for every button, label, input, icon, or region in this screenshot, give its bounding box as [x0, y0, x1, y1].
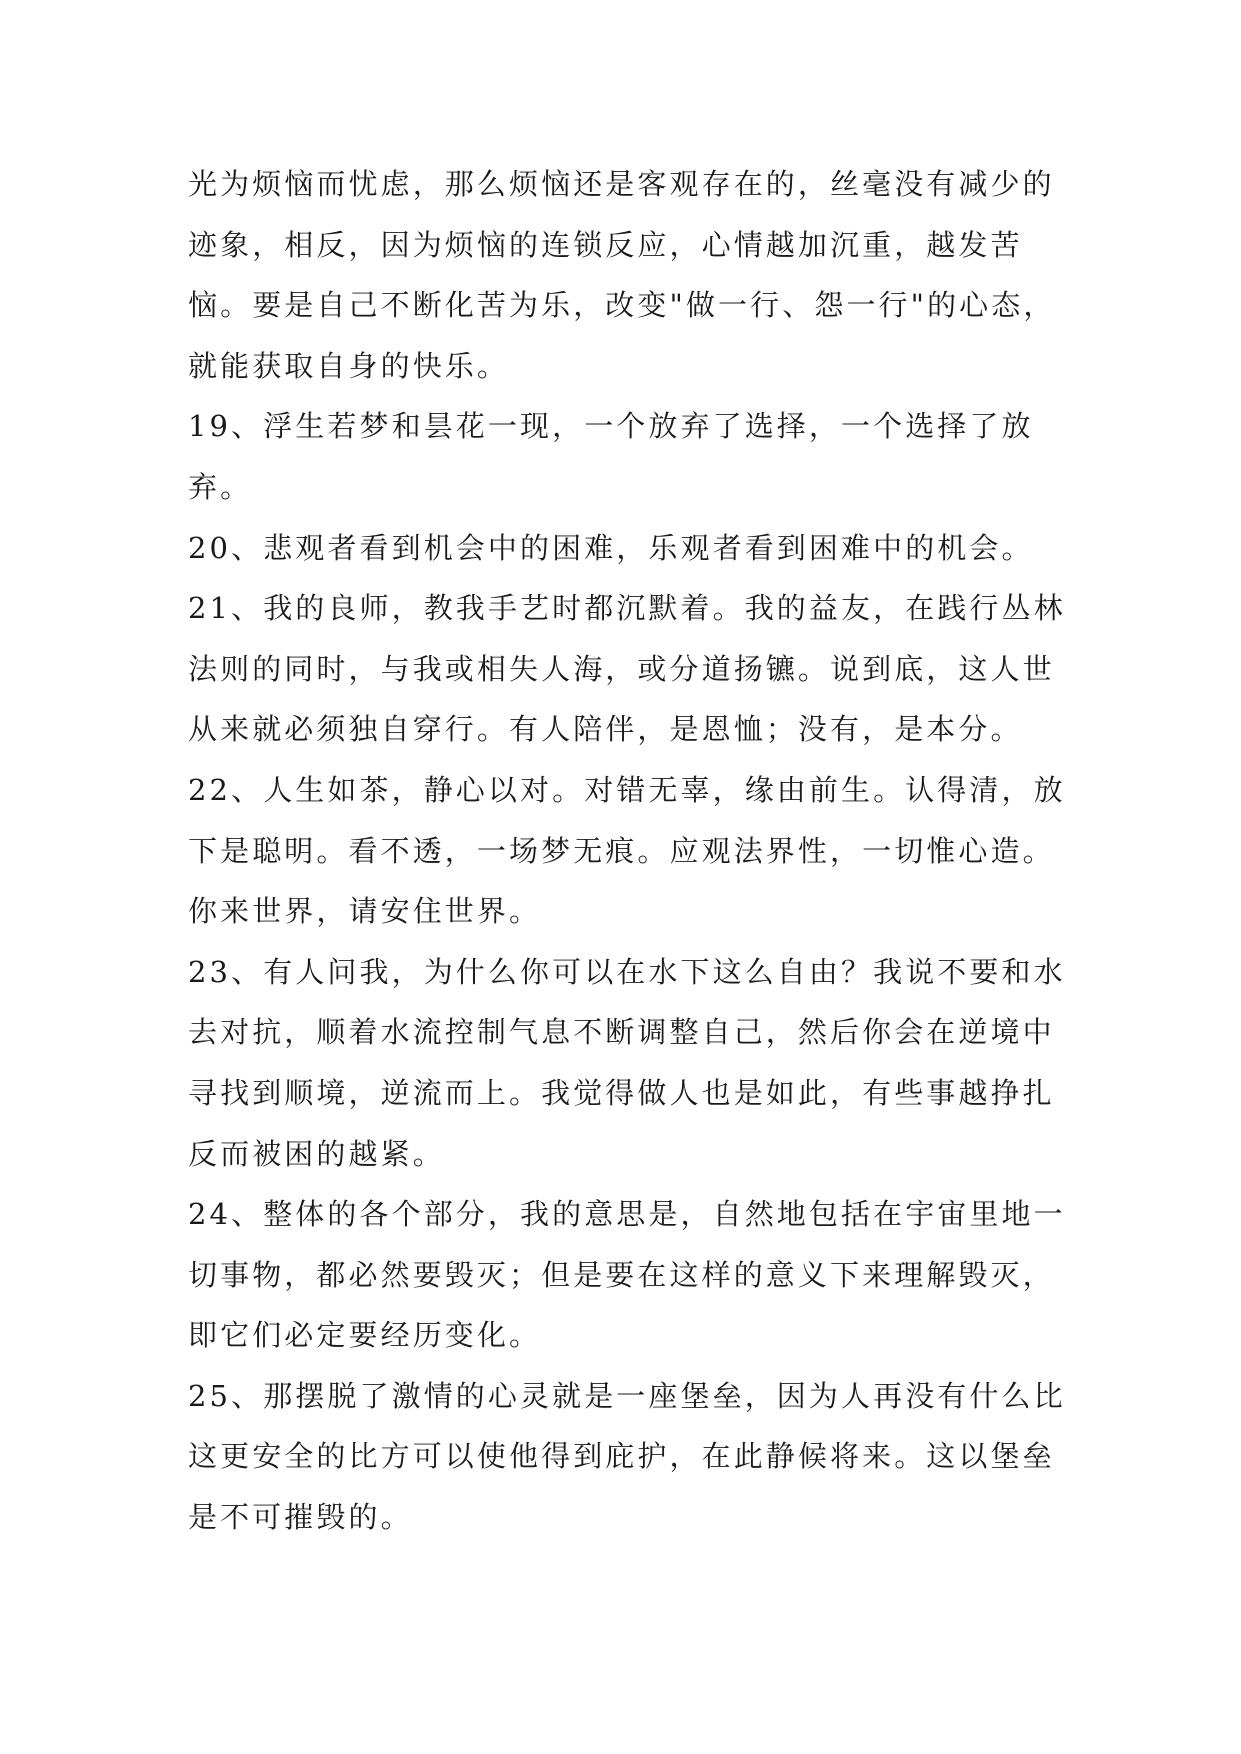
paragraph-quote-22: 22、人生如茶，静心以对。对错无辜，缘由前生。认得清，放下是聪明。看不透，一场梦无痕。应观法界性，一切惟心造。你来世界，请安住世界。 [188, 772, 1066, 929]
paragraph-quote-19: 19、浮生若梦和昙花一现，一个放弃了选择，一个选择了放弃。 [188, 409, 1034, 504]
body-text [188, 154, 1068, 1548]
paragraph-continuation: 光为烦恼而忧虑，那么烦恼还是客观存在的，丝毫没有减少的迹象，相反，因为烦恼的连锁反应，心情越加沉重，越发苦恼。要是自己不断化苦为乐，改变"做一行、怨一行"的心态，就能获取自身的快乐。 [188, 167, 1056, 383]
paragraph-quote-24: 24、整体的各个部分，我的意思是，自然地包括在宇宙里地一切事物，都必然要毁灭；但是要在这样的意义下来理解毁灭，即它们必定要经历变化。 [188, 1197, 1066, 1353]
paragraph-quote-23: 23、有人问我，为什么你可以在水下这么自由？我说不要和水去对抗，顺着水流控制气息不断调整自己，然后你会在逆境中寻找到顺境，逆流而上。我觉得做人也是如此，有些事越挣扎反而被困的越紧。 [188, 954, 1066, 1171]
paragraph-quote-25: 25、那摆脱了激情的心灵就是一座堡垒，因为人再没有什么比这更安全的比方可以使他得到庇护，在此静候将来。这以堡垒是不可摧毁的。 [188, 1378, 1066, 1535]
paragraph-quote-21: 21、我的良师，教我手艺时都沉默着。我的益友，在践行丛林法则的同时，与我或相失人海，或分道扬镳。说到底，这人世从来就必须独自穿行。有人陪伴，是恩恤；没有，是本分。 [188, 591, 1066, 747]
paragraph-quote-20: 20、悲观者看到机会中的困难，乐观者看到困难中的机会。 [188, 530, 1034, 565]
